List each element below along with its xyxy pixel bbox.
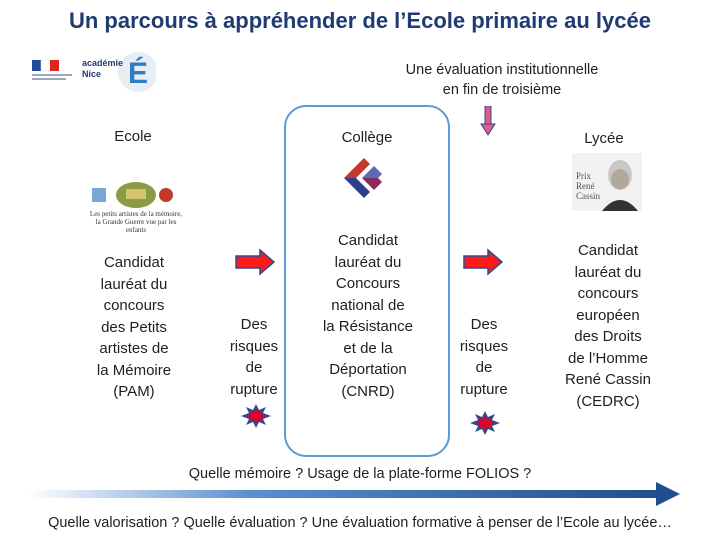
- lycee-line: lauréat du: [574, 263, 642, 281]
- republique-francaise-logo: [30, 58, 76, 84]
- ecole-description: [72, 252, 196, 403]
- risk-text-left: [212, 314, 296, 400]
- prix-rene-cassin-logo: [572, 153, 642, 211]
- svg-text:É: É: [127, 57, 149, 90]
- transition-arrow-icon: [234, 248, 276, 276]
- risk-line: Des: [240, 316, 268, 333]
- column-label-college: Collège: [341, 129, 393, 146]
- down-arrow-icon: [480, 106, 496, 136]
- prix-rene-cassin-text: Prix René Cassin: [576, 171, 601, 201]
- timeline-arrow-icon: [28, 481, 682, 507]
- column-label-ecole: Ecole: [114, 128, 152, 145]
- risk-line: rupture: [460, 380, 508, 398]
- college-line: Candidat: [337, 232, 399, 249]
- page-title: Un parcours à appréhender de l’Ecole primaire au lycée: [68, 8, 651, 33]
- lycee-line: (CEDRC): [576, 392, 640, 410]
- lycee-description: [548, 240, 668, 412]
- ecole-line: Candidat: [103, 254, 165, 271]
- college-line: Concours: [335, 275, 401, 292]
- college-line: Déportation: [329, 361, 407, 378]
- petits-artistes-memoire-logo: [88, 180, 184, 234]
- rupture-burst-icon: [469, 410, 501, 436]
- ecole-caption-1: Les petits artistes de la mémoire,: [89, 210, 183, 218]
- lycee-line: concours: [577, 285, 639, 302]
- ecole-line: la Mémoire: [96, 361, 172, 379]
- lycee-line: Candidat: [577, 242, 639, 259]
- ecole-line: concours: [103, 297, 165, 314]
- ecole-line: (PAM): [113, 383, 155, 400]
- evaluation-note-line-2: en fin de troisième: [442, 82, 562, 98]
- ecole-line: lauréat du: [100, 275, 168, 293]
- ecole-line: artistes de: [99, 340, 169, 357]
- lycee-line: de l’Homme: [567, 349, 649, 367]
- risk-line: rupture: [230, 380, 278, 398]
- evaluation-note-line-1: Une évaluation institutionnelle: [405, 62, 599, 78]
- risk-line: de: [245, 359, 263, 376]
- valuation-question: Quelle valorisation ? Quelle évaluation ? Une évaluation formative à penser de l’Ecole au lycée…: [48, 515, 672, 531]
- evaluation-note: [372, 60, 632, 100]
- lycee-line: européen: [576, 306, 640, 324]
- cnrd-logo: [340, 156, 392, 200]
- transition-arrow-icon: [462, 248, 504, 276]
- risk-line: risques: [229, 337, 279, 355]
- memory-question: Quelle mémoire ? Usage de la plate-forme FOLIOS ?: [188, 466, 532, 482]
- risk-text-right: [442, 314, 526, 400]
- column-label-lycee: Lycée: [584, 130, 624, 147]
- lycee-line: René Cassin: [565, 371, 651, 388]
- risk-line: risques: [459, 337, 509, 355]
- college-line: (CNRD): [341, 382, 395, 400]
- ecole-line: des Petits: [101, 318, 167, 336]
- college-line: et de la: [343, 339, 393, 357]
- academie-text: académie: [82, 58, 124, 68]
- academie-city-text: Nice: [82, 69, 102, 79]
- college-line: la Résistance: [322, 318, 414, 335]
- college-description: [300, 230, 436, 402]
- risk-line: Des: [470, 316, 498, 333]
- risk-line: de: [475, 359, 493, 376]
- college-line: lauréat du: [334, 253, 402, 271]
- rupture-burst-icon: [240, 403, 272, 429]
- academie-nice-logo: [80, 50, 156, 94]
- college-line: national de: [331, 296, 405, 314]
- lycee-line: des Droits: [574, 328, 642, 345]
- ecole-caption-2: la Grande Guerre vue par les enfants: [95, 218, 177, 234]
